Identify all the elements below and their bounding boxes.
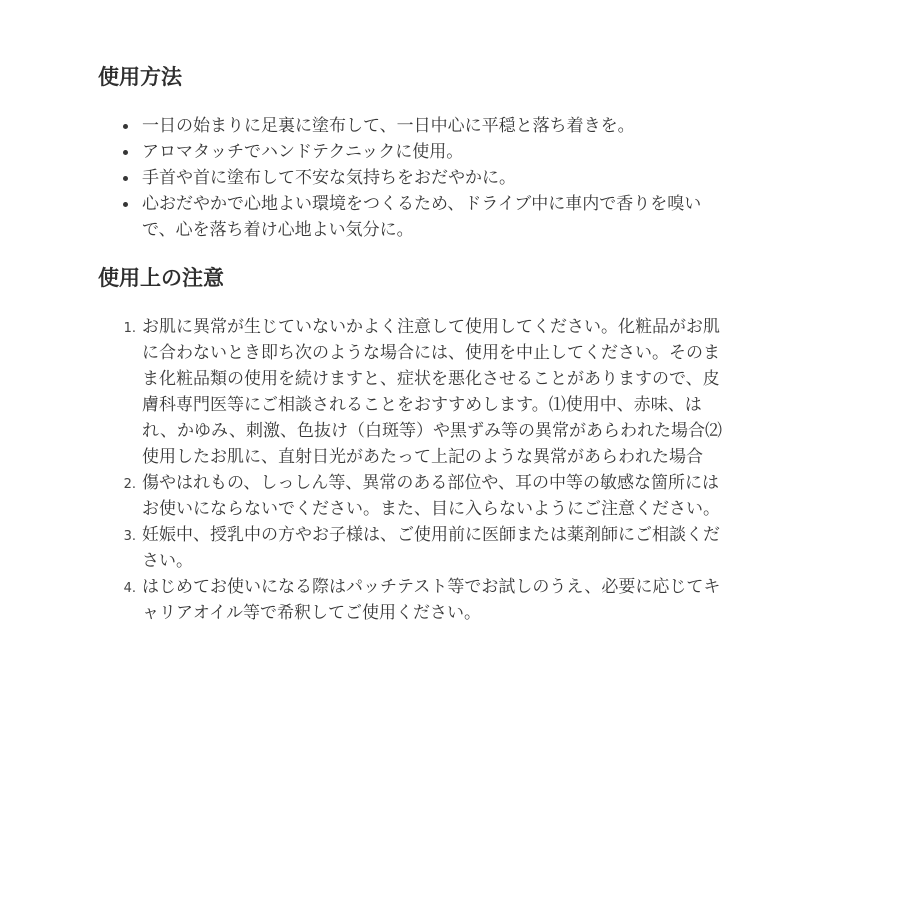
list-item-text: はじめてお使いになる際はパッチテスト等でお試しのうえ、必要に応じてキャリアオイル等で希釈してご使用ください。	[142, 577, 721, 623]
list-item-text: 一日の始まりに足裏に塗布して、一日中心に平穏と落ち着きを。	[142, 116, 635, 136]
bullet-dot	[98, 113, 142, 139]
list-item	[98, 314, 730, 470]
list-number: 3.	[123, 529, 136, 544]
list-item	[98, 574, 730, 626]
list-item-text: 妊娠中、授乳中の方やお子様は、ご使用前に医師または薬剤師にご相談ください。	[142, 525, 720, 571]
list-item	[98, 470, 730, 522]
list-item	[98, 113, 730, 139]
list-item	[98, 191, 730, 243]
list-number: 4.	[123, 581, 136, 596]
list-item-text: 手首や首に塗布して不安な気持ちをおだやかに。	[142, 168, 516, 188]
list-number: 1.	[123, 321, 136, 336]
list-item-text: 心おだやかで心地よい環境をつくるため、ドライブ中に車内で香りを嗅いで、心を落ち着け心地よい気分に。	[142, 194, 702, 240]
list-item-text: 傷やはれもの、しっしん等、異常のある部位や、耳の中等の敏感な箇所にはお使いにならないでください。また、目に入らないようにご注意ください。	[142, 473, 720, 519]
usage-list	[98, 113, 730, 243]
list-item-text: アロマタッチでハンドテクニックに使用。	[142, 142, 464, 162]
list-item	[98, 522, 730, 574]
list-number: 2.	[123, 477, 136, 492]
bullet-dot	[98, 191, 142, 217]
bullet-dot	[98, 165, 142, 191]
list-item	[98, 139, 730, 165]
bullet-dot	[98, 139, 142, 165]
section-heading-usage: 使用方法	[98, 65, 182, 89]
document-body	[98, 63, 730, 647]
section-heading-precautions: 使用上の注意	[98, 266, 224, 290]
precautions-list	[98, 314, 730, 626]
list-item	[98, 165, 730, 191]
list-item-text: お肌に異常が生じていないかよく注意して使用してください。化粧品がお肌に合わないとき即ち次のような場合には、使用を中止してください。そのまま化粧品類の使用を続けますと、症状を悪化させることがありますので、皮膚科専門医等にご相談されることをおすすめします。⑴使用中、赤味、はれ、かゆみ、刺激、色抜け（白斑等）や黒ずみ等の異常があらわれた場合⑵使用したお肌に、直射日光があたって上記のような異常があらわれた場合	[142, 317, 723, 467]
